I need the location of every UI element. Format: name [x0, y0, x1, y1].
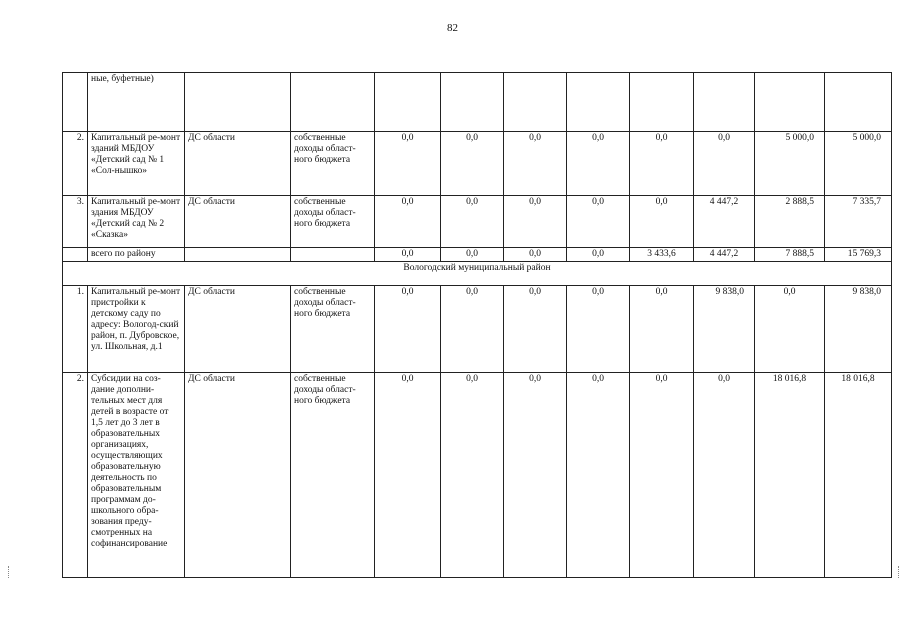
value-cell: 0,0: [630, 196, 694, 248]
executor-cell: ДС области: [185, 373, 291, 578]
value-cell: 0,0: [441, 196, 504, 248]
value-cell: 0,0: [441, 373, 504, 578]
measure-name: Капитальный ре-монт здания МБДОУ «Детский сад № 2 «Сказка»: [88, 196, 185, 248]
value-cell: 0,0: [755, 286, 825, 373]
value-cell: 0,0: [375, 196, 441, 248]
value-cell: 18 016,8: [755, 373, 825, 578]
value-cell: 0,0: [630, 132, 694, 196]
value-cell: 0,0: [694, 373, 755, 578]
value-cell: 5 000,0: [755, 132, 825, 196]
value-cell: [630, 73, 694, 132]
value-cell: [755, 73, 825, 132]
funding-source-cell: собственные доходы област-ного бюджета: [291, 373, 375, 578]
row-number: [63, 73, 88, 132]
funding-source-cell: собственные доходы област-ного бюджета: [291, 196, 375, 248]
measure-name: Капитальный ре-монт пристройки к детскому саду по адресу: Вологод-ский район, п. Дубровское, ул. Школьная, д.1: [88, 286, 185, 373]
value-cell: 0,0: [441, 132, 504, 196]
total-label: всего по району: [88, 248, 185, 262]
measure-name: ные, буфетные): [88, 73, 185, 132]
row-number: 2.: [63, 132, 88, 196]
value-cell: 5 000,0: [825, 132, 892, 196]
total-value-cell: 0,0: [567, 248, 630, 262]
row-number: 1.: [63, 286, 88, 373]
district-total-row: [63, 248, 892, 262]
value-cell: 9 838,0: [825, 286, 892, 373]
executor-cell: ДС области: [185, 132, 291, 196]
value-cell: 0,0: [567, 196, 630, 248]
total-value-cell: 3 433,6: [630, 248, 694, 262]
row-number: [63, 248, 88, 262]
value-cell: 9 838,0: [694, 286, 755, 373]
value-cell: 0,0: [630, 373, 694, 578]
table-row: [63, 73, 892, 132]
scan-edge-mark-left: [8, 566, 13, 578]
total-value-cell: 4 447,2: [694, 248, 755, 262]
value-cell: 0,0: [694, 132, 755, 196]
funding-source-cell: [291, 73, 375, 132]
value-cell: [694, 73, 755, 132]
section-header-row: [63, 262, 892, 286]
value-cell: [504, 73, 567, 132]
section-title: Вологодский муниципальный район: [63, 262, 892, 286]
value-cell: 0,0: [630, 286, 694, 373]
value-cell: 0,0: [375, 132, 441, 196]
funding-source-cell: собственные доходы област-ного бюджета: [291, 286, 375, 373]
row-number: 3.: [63, 196, 88, 248]
value-cell: [825, 73, 892, 132]
value-cell: 0,0: [375, 286, 441, 373]
measure-name: Субсидии на соз-дание дополни-тельных мест для детей в возрасте от 1,5 лет до 3 лет в образовательных организациях, осуществляющих образовательную деятельность по образовательным программам до-школьного обра-зования преду-смотренных на софинансирование: [88, 373, 185, 578]
value-cell: 2 888,5: [755, 196, 825, 248]
funding-source-cell: [291, 248, 375, 262]
table-row: [63, 373, 892, 578]
scan-edge-mark-right: [898, 566, 903, 578]
measure-name: Капитальный ре-монт зданий МБДОУ «Детский сад № 1 «Сол-нышко»: [88, 132, 185, 196]
value-cell: 0,0: [567, 373, 630, 578]
executor-cell: [185, 73, 291, 132]
value-cell: 0,0: [567, 286, 630, 373]
table-row: [63, 132, 892, 196]
total-value-cell: 7 888,5: [755, 248, 825, 262]
value-cell: 7 335,7: [825, 196, 892, 248]
value-cell: 0,0: [441, 286, 504, 373]
total-value-cell: 15 769,3: [825, 248, 892, 262]
value-cell: [441, 73, 504, 132]
value-cell: 0,0: [567, 132, 630, 196]
value-cell: 0,0: [504, 132, 567, 196]
total-value-cell: 0,0: [504, 248, 567, 262]
budget-table: [62, 72, 892, 578]
page-number: 82: [447, 22, 458, 34]
value-cell: [567, 73, 630, 132]
executor-cell: ДС области: [185, 196, 291, 248]
value-cell: [375, 73, 441, 132]
value-cell: 18 016,8: [825, 373, 892, 578]
funding-source-cell: собственные доходы област-ного бюджета: [291, 132, 375, 196]
total-value-cell: 0,0: [375, 248, 441, 262]
executor-cell: ДС области: [185, 286, 291, 373]
value-cell: 0,0: [504, 373, 567, 578]
value-cell: 4 447,2: [694, 196, 755, 248]
executor-cell: [185, 248, 291, 262]
row-number: 2.: [63, 373, 88, 578]
table-row: [63, 196, 892, 248]
table-row: [63, 286, 892, 373]
value-cell: 0,0: [504, 196, 567, 248]
total-value-cell: 0,0: [441, 248, 504, 262]
value-cell: 0,0: [375, 373, 441, 578]
value-cell: 0,0: [504, 286, 567, 373]
